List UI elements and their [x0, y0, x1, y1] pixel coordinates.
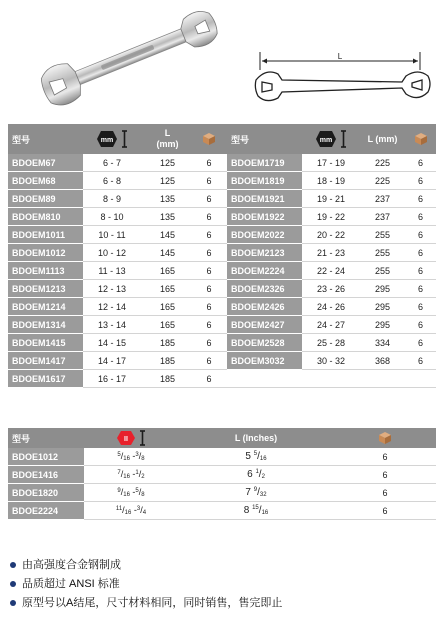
model-code: BDOE2224 — [8, 502, 84, 520]
pack-qty: 6 — [334, 484, 436, 502]
length-numerator: 9 — [253, 487, 258, 493]
pack-qty: 6 — [405, 154, 436, 172]
length-value: 185 — [141, 334, 194, 352]
note-text: 原型号以A结尾，尺寸材料相同，同时销售，售完即止 — [22, 597, 283, 609]
header-code-left: 型号 — [8, 124, 83, 154]
inch-header-length: L (Inches) — [178, 428, 334, 448]
model-code: BDOEM3032 — [227, 352, 302, 370]
model-code: BDOEM2326 — [227, 280, 302, 298]
size-range: 18 - 19 — [302, 172, 360, 190]
table-row — [8, 352, 436, 370]
pack-qty: 6 — [194, 280, 224, 298]
length-value: 334 — [360, 334, 405, 352]
pack-qty: 6 — [194, 298, 224, 316]
length-value: 125 — [141, 154, 194, 172]
pack-qty: 6 — [405, 334, 436, 352]
length-value: 237 — [360, 208, 405, 226]
size2-numerator: 5 — [135, 488, 139, 494]
size1-denominator: 16 — [123, 456, 130, 462]
metric-spec-table — [8, 124, 436, 388]
model-code: BDOEM2427 — [227, 316, 302, 334]
pack-qty: 6 — [194, 334, 224, 352]
pack-qty: 6 — [334, 466, 436, 484]
length-value: 295 — [360, 316, 405, 334]
header-code-right: 型号 — [227, 124, 302, 154]
table-row — [8, 370, 436, 388]
length-value: 255 — [360, 244, 405, 262]
table-row — [8, 316, 436, 334]
empty-cell — [302, 370, 360, 388]
pack-qty: 6 — [194, 352, 224, 370]
model-code: BDOEM2022 — [227, 226, 302, 244]
size-range: 6 - 8 — [83, 172, 141, 190]
size-range: 22 - 24 — [302, 262, 360, 280]
size-range: 14 - 17 — [83, 352, 141, 370]
length-value: 368 — [360, 352, 405, 370]
table-row — [8, 262, 436, 280]
length-value: 237 — [360, 190, 405, 208]
size-range: 24 - 27 — [302, 316, 360, 334]
length-value: 135 — [141, 208, 194, 226]
wrench-photo — [30, 6, 230, 110]
pack-qty: 6 — [194, 226, 224, 244]
model-code: BDOE1820 — [8, 484, 84, 502]
size-fraction: $^{11}/_{16}$ $-^3/_4$ — [84, 502, 178, 520]
size-fraction: $^7/_{16}$ $-^1/_2$ — [84, 466, 178, 484]
length-value: 165 — [141, 316, 194, 334]
size2-numerator: 1 — [135, 470, 139, 476]
wrench-dimension-diagram — [252, 50, 432, 108]
length-value: 145 — [141, 226, 194, 244]
length-value: 165 — [141, 298, 194, 316]
length-fraction: 8 $^{15}/_{16}$ — [178, 502, 334, 520]
mm-badge-text: mm — [100, 137, 114, 144]
table-row — [8, 448, 436, 466]
pack-qty: 6 — [334, 448, 436, 466]
table-row — [8, 484, 436, 502]
inch-hex-icon — [116, 430, 136, 446]
length-value: 165 — [141, 280, 194, 298]
table-row — [8, 154, 436, 172]
size-range: 12 - 14 — [83, 298, 141, 316]
pack-qty: 6 — [405, 316, 436, 334]
metric-header-row — [8, 124, 436, 154]
model-code: BDOEM1617 — [8, 370, 83, 388]
size-bar-icon — [121, 130, 128, 148]
length-denominator: 16 — [259, 456, 267, 462]
size-range: 14 - 15 — [83, 334, 141, 352]
pack-qty: 6 — [405, 262, 436, 280]
size-range: 21 - 23 — [302, 244, 360, 262]
length-denominator: 16 — [261, 510, 269, 516]
pack-qty: 6 — [405, 280, 436, 298]
note-text: 品质超过 ANSI 标准 — [22, 578, 120, 590]
table-row — [8, 502, 436, 520]
table-row — [8, 208, 436, 226]
size2-denominator: 2 — [141, 474, 145, 480]
size-range: 17 - 19 — [302, 154, 360, 172]
size-range: 12 - 13 — [83, 280, 141, 298]
pack-qty: 6 — [405, 190, 436, 208]
pack-qty: 6 — [334, 502, 436, 520]
note-item — [10, 575, 282, 594]
length-value: 185 — [141, 352, 194, 370]
mm-badge-text: mm — [319, 137, 333, 144]
length-fraction: 5 $^5/_{16}$ — [178, 448, 334, 466]
size2-denominator: 8 — [141, 456, 145, 462]
inch-header-size — [84, 428, 178, 448]
size-range: 13 - 14 — [83, 316, 141, 334]
length-value: 135 — [141, 190, 194, 208]
model-code: BDOEM2426 — [227, 298, 302, 316]
length-value: 255 — [360, 226, 405, 244]
model-code: BDOEM1922 — [227, 208, 302, 226]
header-size-right — [302, 124, 360, 154]
bullet-icon — [10, 581, 16, 587]
table-row — [8, 244, 436, 262]
length-value: 225 — [360, 154, 405, 172]
inch-spec-table — [8, 428, 436, 520]
model-code: BDOEM1415 — [8, 334, 83, 352]
model-code: BDOE1416 — [8, 466, 84, 484]
length-value: 145 — [141, 244, 194, 262]
box-icon — [202, 132, 216, 146]
size-fraction: $^9/_{16}$ $-^5/_8$ — [84, 484, 178, 502]
model-code: BDOEM1213 — [8, 280, 83, 298]
note-item — [10, 594, 282, 613]
inch-header-code: 型号 — [8, 428, 84, 448]
size-range: 16 - 17 — [83, 370, 141, 388]
size-range: 10 - 11 — [83, 226, 141, 244]
length-fraction: 6 $^1/_2$ — [178, 466, 334, 484]
header-size-left — [83, 124, 141, 154]
size-range: 24 - 26 — [302, 298, 360, 316]
header-length-right: L (mm) — [360, 124, 405, 154]
model-code: BDOEM1314 — [8, 316, 83, 334]
size-range: 25 - 28 — [302, 334, 360, 352]
length-value: 165 — [141, 262, 194, 280]
size-range: 8 - 9 — [83, 190, 141, 208]
pack-qty: 6 — [194, 172, 224, 190]
empty-cell — [405, 370, 436, 388]
length-value: 255 — [360, 262, 405, 280]
model-code: BDOEM1012 — [8, 244, 83, 262]
length-fraction: 7 $^9/_{32}$ — [178, 484, 334, 502]
length-value: 125 — [141, 172, 194, 190]
length-numerator: 15 — [252, 505, 259, 511]
size2-numerator: 3 — [135, 452, 139, 458]
table-row — [8, 172, 436, 190]
size-fraction: $^5/_{16}$ $-^3/_8$ — [84, 448, 178, 466]
pack-qty: 6 — [194, 244, 224, 262]
length-numerator: 5 — [253, 451, 258, 457]
size2-denominator: 8 — [141, 492, 145, 498]
model-code: BDOEM89 — [8, 190, 83, 208]
model-code: BDOEM67 — [8, 154, 83, 172]
pack-qty: 6 — [194, 190, 224, 208]
table-row — [8, 226, 436, 244]
empty-cell — [227, 370, 302, 388]
pack-qty: 6 — [405, 298, 436, 316]
bullet-icon — [10, 600, 16, 606]
model-code: BDOEM1417 — [8, 352, 83, 370]
table-row — [8, 466, 436, 484]
box-icon — [378, 431, 392, 445]
length-whole: 5 — [245, 451, 251, 462]
pack-qty: 6 — [194, 154, 224, 172]
bullet-icon — [10, 562, 16, 568]
model-code: BDOEM810 — [8, 208, 83, 226]
size1-numerator: 5 — [117, 452, 121, 458]
note-item — [10, 556, 282, 575]
inch-table-body — [8, 448, 436, 520]
model-code: BDOEM68 — [8, 172, 83, 190]
length-denominator: 2 — [261, 474, 265, 480]
model-code: BDOEM1011 — [8, 226, 83, 244]
size2-numerator: 3 — [136, 506, 141, 512]
size-range: 19 - 22 — [302, 208, 360, 226]
length-value: 225 — [360, 172, 405, 190]
length-whole: 7 — [245, 487, 251, 498]
size-bar-icon — [139, 430, 146, 446]
header-length-left — [141, 124, 194, 154]
model-code: BDOEM2528 — [227, 334, 302, 352]
size-range: 10 - 12 — [83, 244, 141, 262]
size1-denominator: 16 — [124, 510, 132, 516]
table-row — [8, 190, 436, 208]
model-code: BDOEM2224 — [227, 262, 302, 280]
size1-numerator: 9 — [117, 488, 121, 494]
table-row — [8, 280, 436, 298]
inch-header-qty — [334, 428, 436, 448]
model-code: BDOEM2123 — [227, 244, 302, 262]
model-code: BDOEM1819 — [227, 172, 302, 190]
size-range: 20 - 22 — [302, 226, 360, 244]
pack-qty: 6 — [405, 172, 436, 190]
length-whole: 8 — [243, 505, 250, 516]
length-value: 185 — [141, 370, 194, 388]
mm-hex-icon — [96, 130, 118, 148]
length-value: 295 — [360, 298, 405, 316]
length-denominator: 32 — [259, 492, 267, 498]
size-range: 6 - 7 — [83, 154, 141, 172]
pack-qty: 6 — [194, 370, 224, 388]
table-row — [8, 298, 436, 316]
size-range: 23 - 26 — [302, 280, 360, 298]
header-qty-left — [194, 124, 224, 154]
inch-badge-text: II — [124, 436, 128, 443]
size-range: 30 - 32 — [302, 352, 360, 370]
pack-qty: 6 — [194, 316, 224, 334]
length-numerator: 1 — [255, 469, 259, 475]
size-range: 11 - 13 — [83, 262, 141, 280]
model-code: BDOEM1921 — [227, 190, 302, 208]
mm-hex-icon — [315, 130, 337, 148]
length-value: 295 — [360, 280, 405, 298]
model-code: BDOEM1214 — [8, 298, 83, 316]
model-code: BDOEM1719 — [227, 154, 302, 172]
model-code: BDOE1012 — [8, 448, 84, 466]
empty-cell — [360, 370, 405, 388]
model-code: BDOEM1113 — [8, 262, 83, 280]
feature-notes — [10, 556, 282, 613]
size2-denominator: 4 — [142, 510, 147, 516]
box-icon — [414, 132, 428, 146]
pack-qty: 6 — [405, 208, 436, 226]
size-range: 8 - 10 — [83, 208, 141, 226]
size1-numerator: 7 — [117, 470, 121, 476]
length-header-line2: (mm) — [156, 139, 179, 149]
size-range: 19 - 21 — [302, 190, 360, 208]
metric-table-body — [8, 154, 436, 388]
size1-numerator: 11 — [115, 506, 123, 512]
size-bar-icon — [340, 130, 347, 148]
length-whole: 6 — [247, 469, 253, 480]
pack-qty: 6 — [405, 352, 436, 370]
header-qty-right — [405, 124, 436, 154]
length-header-line1: L — [164, 128, 171, 138]
pack-qty: 6 — [194, 262, 224, 280]
note-text: 由高强度合金钢制成 — [22, 559, 121, 571]
inch-header-row — [8, 428, 436, 448]
size1-denominator: 16 — [123, 492, 130, 498]
size1-denominator: 16 — [123, 474, 130, 480]
pack-qty: 6 — [194, 208, 224, 226]
length-label: L — [337, 52, 343, 61]
pack-qty: 6 — [405, 244, 436, 262]
pack-qty: 6 — [405, 226, 436, 244]
table-row — [8, 334, 436, 352]
